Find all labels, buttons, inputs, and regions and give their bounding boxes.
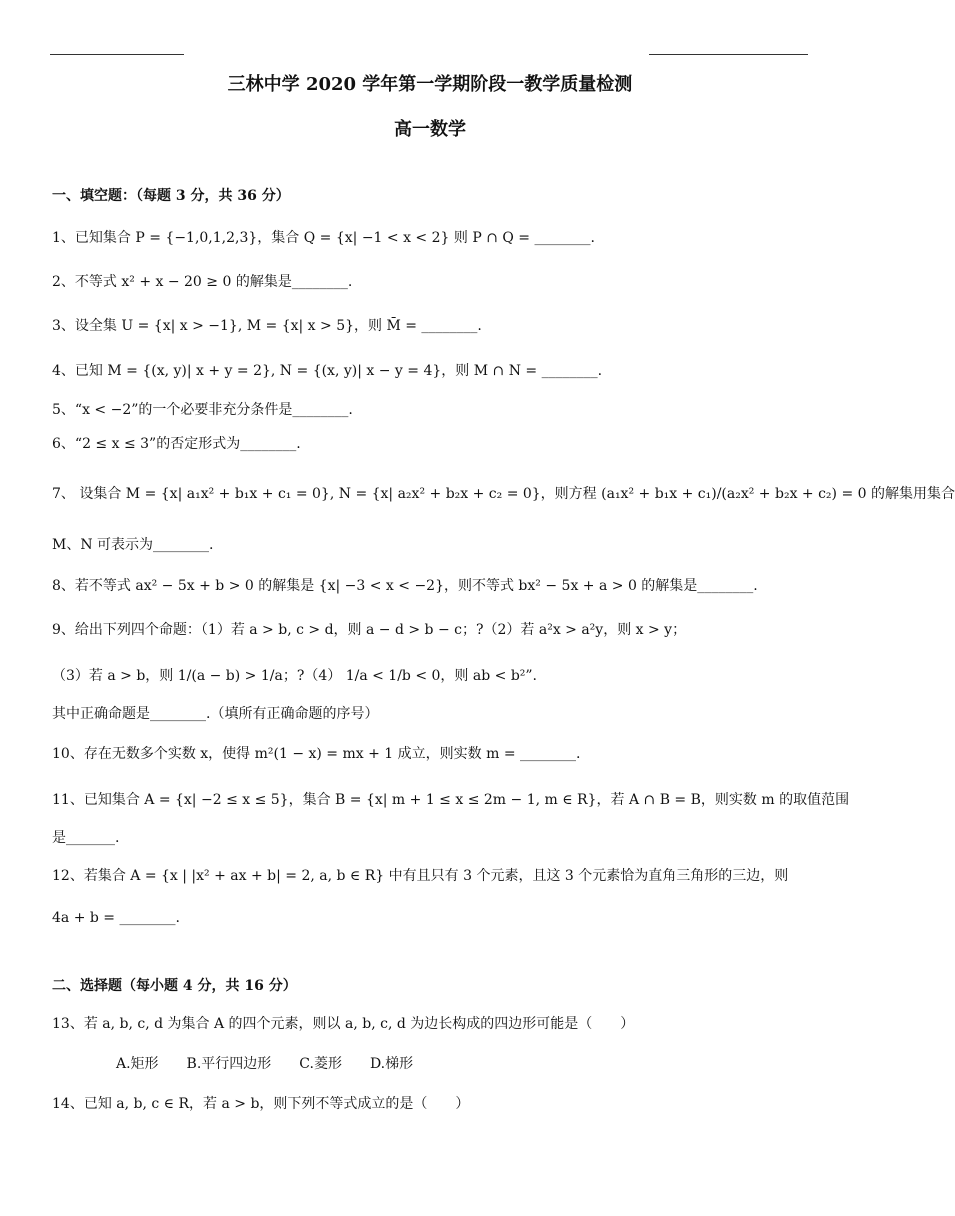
section2-heading: 二、选择题（每小题 4 分，共 16 分）	[52, 978, 297, 994]
question-9-line3: 其中正确命题是________.（填所有正确命题的序号）	[52, 706, 379, 722]
question-14: 14、已知 a, b, c ∈ R，若 a > b，则下列不等式成立的是（ ）	[52, 1096, 470, 1112]
header-rule-right	[649, 54, 808, 55]
question-4: 4、已知 M = {(x, y)| x + y = 2}, N = {(x, y)| x − y = 4}，则 M ∩ N = ________.	[52, 363, 603, 379]
question-3: 3、设全集 U = {x| x > −1}, M = {x| x > 5}，则 M̄ = ________.	[52, 318, 482, 334]
question-5: 5、“x < −2”的一个必要非充分条件是________.	[52, 402, 353, 418]
question-13-options: A.矩形 B.平行四边形 C.菱形 D.梯形	[116, 1056, 414, 1072]
exam-title: 三林中学 2020 学年第一学期阶段一教学质量检测	[227, 74, 633, 95]
question-12-line1: 12、若集合 A = {x | |x² + ax + b| = 2, a, b ∈ R} 中有且只有 3 个元素，且这 3 个元素恰为直角三角形的三边，则	[52, 868, 789, 884]
question-13: 13、若 a, b, c, d 为集合 A 的四个元素，则以 a, b, c, d 为边长构成的四边形可能是（ ）	[52, 1016, 635, 1032]
question-11-line1: 11、已知集合 A = {x| −2 ≤ x ≤ 5}，集合 B = {x| m + 1 ≤ x ≤ 2m − 1, m ∈ R}，若 A ∩ B = B，则实数 m 的取值范围	[52, 792, 850, 808]
question-9-line1: 9、给出下列四个命题：（1）若 a > b, c > d，则 a − d > b − c；?（2）若 a²x > a²y，则 x > y；	[52, 622, 687, 638]
question-10: 10、存在无数多个实数 x，使得 m²(1 − x) = mx + 1 成立，则实数 m = ________.	[52, 746, 581, 762]
exam-subject: 高一数学	[394, 119, 466, 140]
question-12-line2: 4a + b = ________.	[52, 910, 180, 926]
question-6: 6、“2 ≤ x ≤ 3”的否定形式为________.	[52, 436, 301, 452]
header-rule-left	[50, 54, 184, 55]
question-1: 1、已知集合 P = {−1,0,1,2,3}，集合 Q = {x| −1 < x < 2} 则 P ∩ Q = ________.	[52, 230, 595, 246]
question-2: 2、不等式 x² + x − 20 ≥ 0 的解集是________.	[52, 274, 353, 290]
question-8: 8、若不等式 ax² − 5x + b > 0 的解集是 {x| −3 < x < −2}，则不等式 bx² − 5x + a > 0 的解集是________.	[52, 578, 758, 594]
question-7-line1: 7、 设集合 M = {x| a₁x² + b₁x + c₁ = 0}, N = {x| a₂x² + b₂x + c₂ = 0}，则方程 (a₁x² + b₁x + c₁)/(a₂x² + b₂x + c₂) = 0 的解集用集合	[52, 486, 955, 502]
question-9-line2: （3）若 a > b，则 1/(a − b) > 1/a；?（4） 1/a < 1/b < 0，则 ab < b²”.	[52, 668, 537, 684]
question-7-line2: M、N 可表示为________.	[52, 537, 214, 553]
section1-heading: 一、填空题：（每题 3 分，共 36 分）	[52, 188, 290, 204]
question-11-line2: 是_______.	[52, 830, 120, 846]
